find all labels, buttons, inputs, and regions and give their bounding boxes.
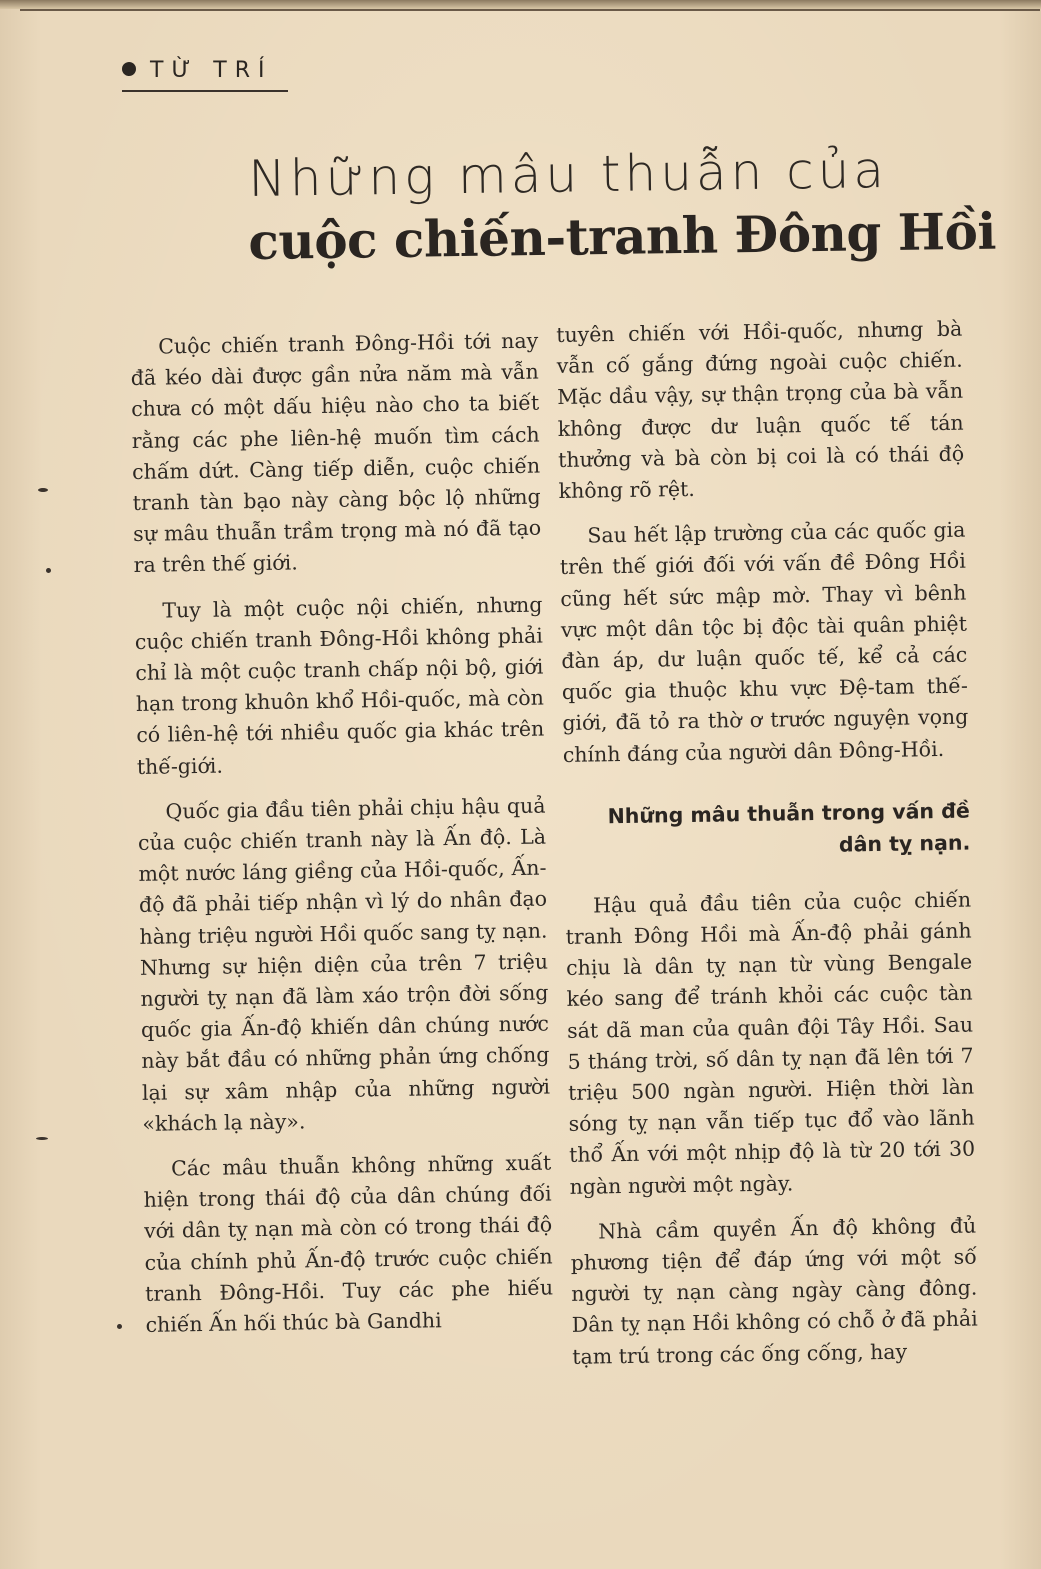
paragraph: Tuy là một cuộc nội chiến, nhưng cuộc chiến tranh Đông-Hồi không phải chỉ là một cuộc tranh chấp nội bộ, giới hạn trong khuôn khổ Hồi-quốc, mà còn có liên-hệ tới nhiều quốc gia khác trên thế-giới. (134, 592, 545, 779)
print-speck (38, 488, 48, 492)
page-top-edge (0, 0, 1041, 9)
article-title-line1: Những mâu thuẫn của (248, 141, 889, 208)
section-label (122, 58, 273, 83)
print-speck (117, 1324, 122, 1329)
paragraph: Cuộc chiến tranh Đông-Hồi tới nay đã kéo dài được gần nửa năm mà vẫn chưa có một dấu hiệu nào cho ta biết rằng các phe liên-hệ muốn tìm cách chấm dứt. Càng tiếp diễn, cuộc chiến tranh tàn bạo này càng bộc lộ những sự mâu thuẫn trầm trọng mà nó đã tạo ra trên thế giới. (130, 328, 542, 578)
right-column (556, 314, 979, 1387)
subheading: Những mâu thuẫn trong vấn đề dân tỵ nạn. (607, 798, 971, 857)
paragraph: tuyên chiến với Hồi-quốc, nhưng bà vẫn cố gắng đứng ngoài cuộc chiến. Mặc dầu vậy, sự thận trọng của bà vẫn không được dư luận quốc tế tán thưởng và bà còn bị coi là có thái độ không rõ rệt. (556, 316, 965, 503)
paragraph: Nhà cầm quyền Ấn độ không đủ phương tiện để đáp ứng với một số người tỵ nạn càng ngày càng đông. Dân tỵ nạn Hồi không có chỗ ở đã phải tạm trú trong các ống cống, hay (570, 1213, 978, 1369)
paragraph: Các mâu thuẫn không những xuất hiện trong thái độ của dân chúng đối với dân tỵ nạn mà còn có trong thái độ của chính phủ Ấn-độ trước cuộc chiến tranh Đông-Hồi. Tuy các phe hiếu chiến Ấn hối thúc bà Gandhi (143, 1150, 554, 1337)
paragraph: Hậu quả đầu tiên của cuộc chiến tranh Đông Hồi mà Ấn-độ phải gánh chịu là dân tỵ nạn từ vùng Bengale kéo sang để tránh khỏi các cuộc tàn sát dã man của quân đội Tây Hồi. Sau 5 tháng trời, số dân tỵ nạn đã lên tới 7 triệu 500 ngàn người. Hiện thời làn sóng tỵ nạn vẫn tiếp tục đổ vào lãnh thổ Ấn với một nhịp độ là từ 20 tới 30 ngàn người một ngày. (565, 887, 976, 1199)
print-speck (36, 1137, 48, 1140)
print-speck (46, 568, 51, 573)
article-title-line2: cuộc chiến-tranh Đông Hồi (248, 201, 997, 271)
paragraph: Sau hết lập trường của các quốc gia trên thế giới đối với vấn đề Đông Hồi cũng hết sức mập mờ. Thay vì bênh vực một dân tộc bị độc tài quân phiệt đàn áp, dư luận quốc tế, kể cả các quốc gia thuộc khu vực Đệ-tam thế-giới, đã tỏ ra thờ ơ trước nguyện vọng chính đáng của người dân Đông-Hồi. (559, 517, 969, 767)
paragraph: Quốc gia đầu tiên phải chịu hậu quả của cuộc chiến tranh này là Ấn độ. Là một nước láng giềng của Hồi-quốc, Ấn-độ đã phải tiếp nhận vì lý do nhân đạo hàng triệu người Hồi quốc sang tỵ nạn. Nhưng sự hiện diện của trên 7 triệu người tỵ nạn đã làm xáo trộn đời sống quốc gia Ấn-độ khiến dân chúng nước này bắt đầu có những phản ứng chống lại sự xâm nhập của những người «khách lạ này». (137, 793, 551, 1136)
bullet-icon (122, 62, 136, 76)
left-column (130, 326, 554, 1356)
section-underline (122, 90, 288, 92)
header-rule (20, 9, 1040, 11)
section-label-text: TỪ TRÍ (150, 58, 273, 83)
